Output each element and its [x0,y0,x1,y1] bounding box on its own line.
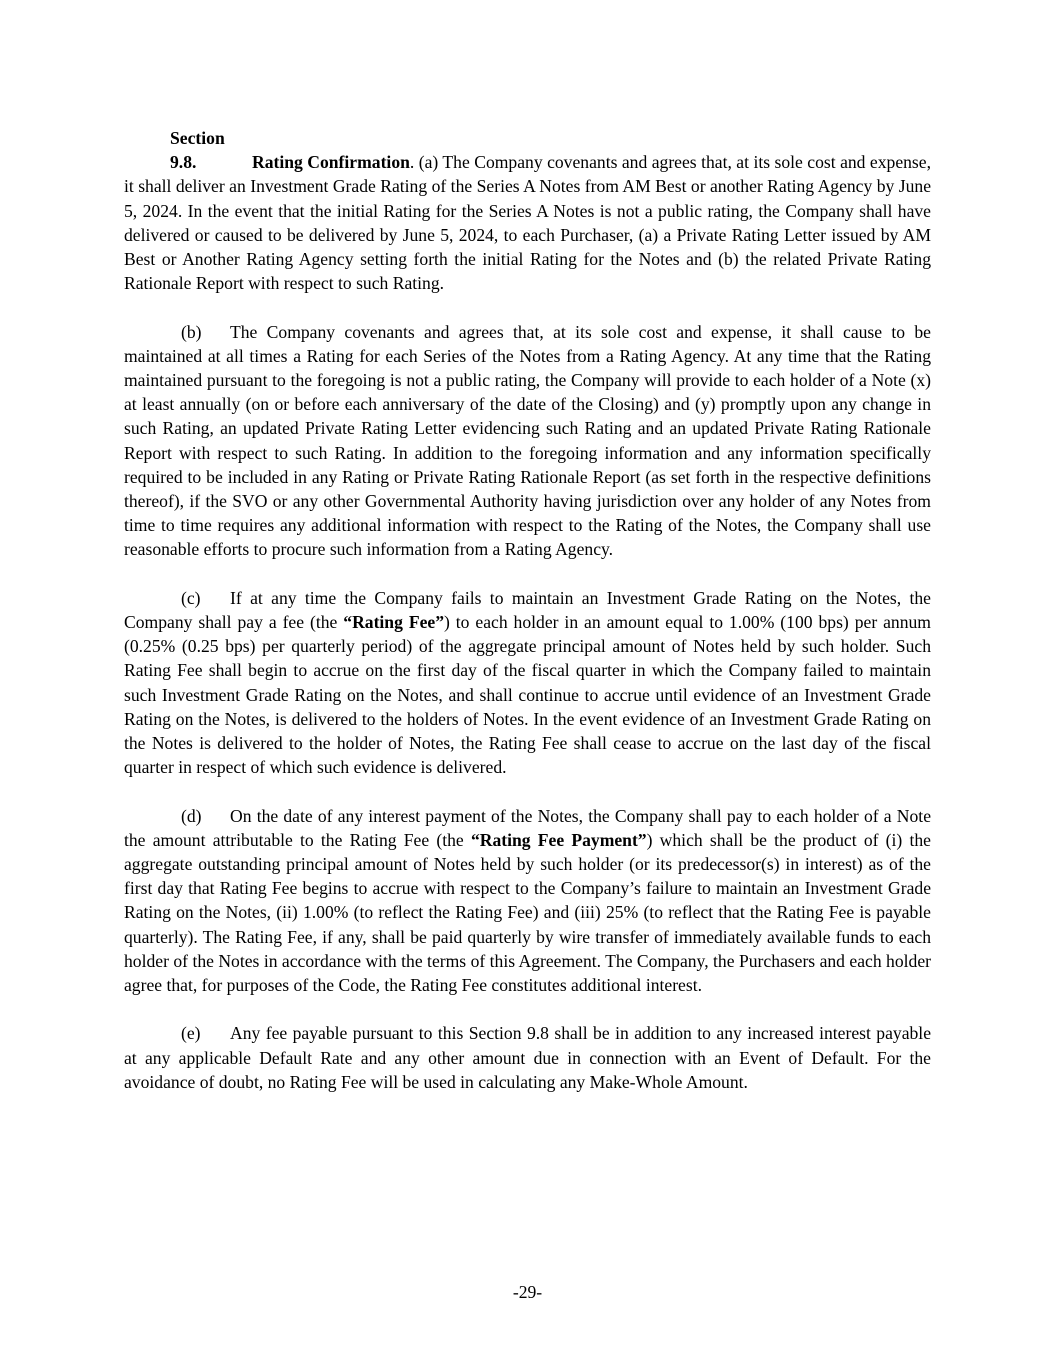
paragraph-c-label: (c) [181,587,201,608]
paragraph-a-text: The Company covenants and agrees that, at its sole cost and expense, it shall deliver an Investment Grade Rating of the Series A Notes from AM Best or another Rating Agency by June 5, 2024. In the event that the initial Rating for the Series A Notes is not a public rating, the Company shall have delivered or caused to be delivered by June 5, 2024, to each Purchaser, (a) a Private Rating Letter issued by AM Best or Another Rating Agency setting forth the initial Rating for the Notes and (b) the related Private Rating Rationale Report with respect to such Rating. [124,152,931,294]
paragraph-d-text-2: ) which shall be the product of (i) the aggregate outstanding principal amount of Notes held by such holder (or its predecessor(s) in interest) as of the first day that Rating Fee begins to accrue with respect to the Company’s failure to maintain an Investment Grade Rating on the Notes, (ii) 1.00% (to reflect the Rating Fee) and (iii) 25% (to reflect that the Rating Fee is payable quarterly). The Rating Fee, if any, shall be paid quarterly by wire transfer of immediately available funds to each holder of the Notes in accordance with the terms of this Agreement. The Company, the Purchasers and each holder agree that, for purposes of the Code, the Rating Fee constitutes additional interest. [124,829,931,996]
paragraph-a-label: (a) [418,152,439,173]
paragraph-b-label: (b) [181,321,202,342]
section-heading-punct: . [409,152,415,173]
paragraph-b [124,320,931,562]
rating-fee-term: “Rating Fee” [343,612,444,633]
paragraph-e-text: Any fee payable pursuant to this Section 9.8 shall be in addition to any increased interest payable at any applicable Default Rate and any other amount due in connection with an Event of Default. For the avoidance of doubt, no Rating Fee will be used in calculating any Make-Whole Amount. [124,1023,931,1092]
paragraph-d [124,804,931,998]
paragraph-d-text-1: On the date of any interest payment of the Notes, the Company shall pay to each holder of a Note the amount attributable to the Rating Fee (the [124,805,931,850]
paragraph-c [124,586,931,780]
section-number: Section 9.8. [170,128,225,173]
paragraph-b-text: The Company covenants and agrees that, at its sole cost and expense, it shall cause to be maintained at all times a Rating for each Series of the Notes from a Rating Agency. At any time that the Rating maintained pursuant to the foregoing is not a public rating, the Company will provide to each holder of a Note (x) at least annually (on or before each anniversary of the date of the Closing) and (y) promptly upon any change in such Rating, an updated Private Rating Letter evidencing such Rating and an updated Private Rating Rationale Report with respect to such Rating. In addition to the foregoing information and any information specifically required to be included in any Rating or Private Rating Rationale Report (as set forth in the respective definitions thereof), if the SVO or any other Governmental Authority having jurisdiction over any holder of any Notes from time to time requires any additional information with respect to the Rating of the Notes, the Company shall use reasonable efforts to procure such information from a Rating Agency. [124,321,931,560]
paragraph-e-label: (e) [181,1023,201,1044]
rating-fee-payment-term: “Rating Fee Payment” [470,829,647,850]
paragraph-c-text-2: ) to each holder in an amount equal to 1.00% (100 bps) per annum (0.25% (0.25 bps) per quarterly period) of the aggregate principal amount of Notes held by such holder. Such Rating Fee shall begin to accrue on the first day of the fiscal quarter in which the Company failed to maintain such Investment Grade Rating on the Notes, and shall continue to accrue until evidence of an Investment Grade Rating on the Notes, is delivered to the holders of Notes. In the event evidence of an Investment Grade Rating on the Notes is delivered to the holder of Notes, the Rating Fee shall cease to accrue on the last day of the fiscal quarter in respect of which such evidence is delivered. [124,612,931,778]
section-heading: Rating Confirmation [252,152,410,173]
section-9-8-paragraph-a [124,126,931,295]
page-number: -29- [512,1282,543,1302]
document-page [124,126,931,1118]
paragraph-d-label: (d) [181,805,202,826]
paragraph-e [124,1021,931,1094]
paragraph-c-text-1: If at any time the Company fails to maintain an Investment Grade Rating on the Notes, the Company shall pay a fee (the [124,587,931,633]
